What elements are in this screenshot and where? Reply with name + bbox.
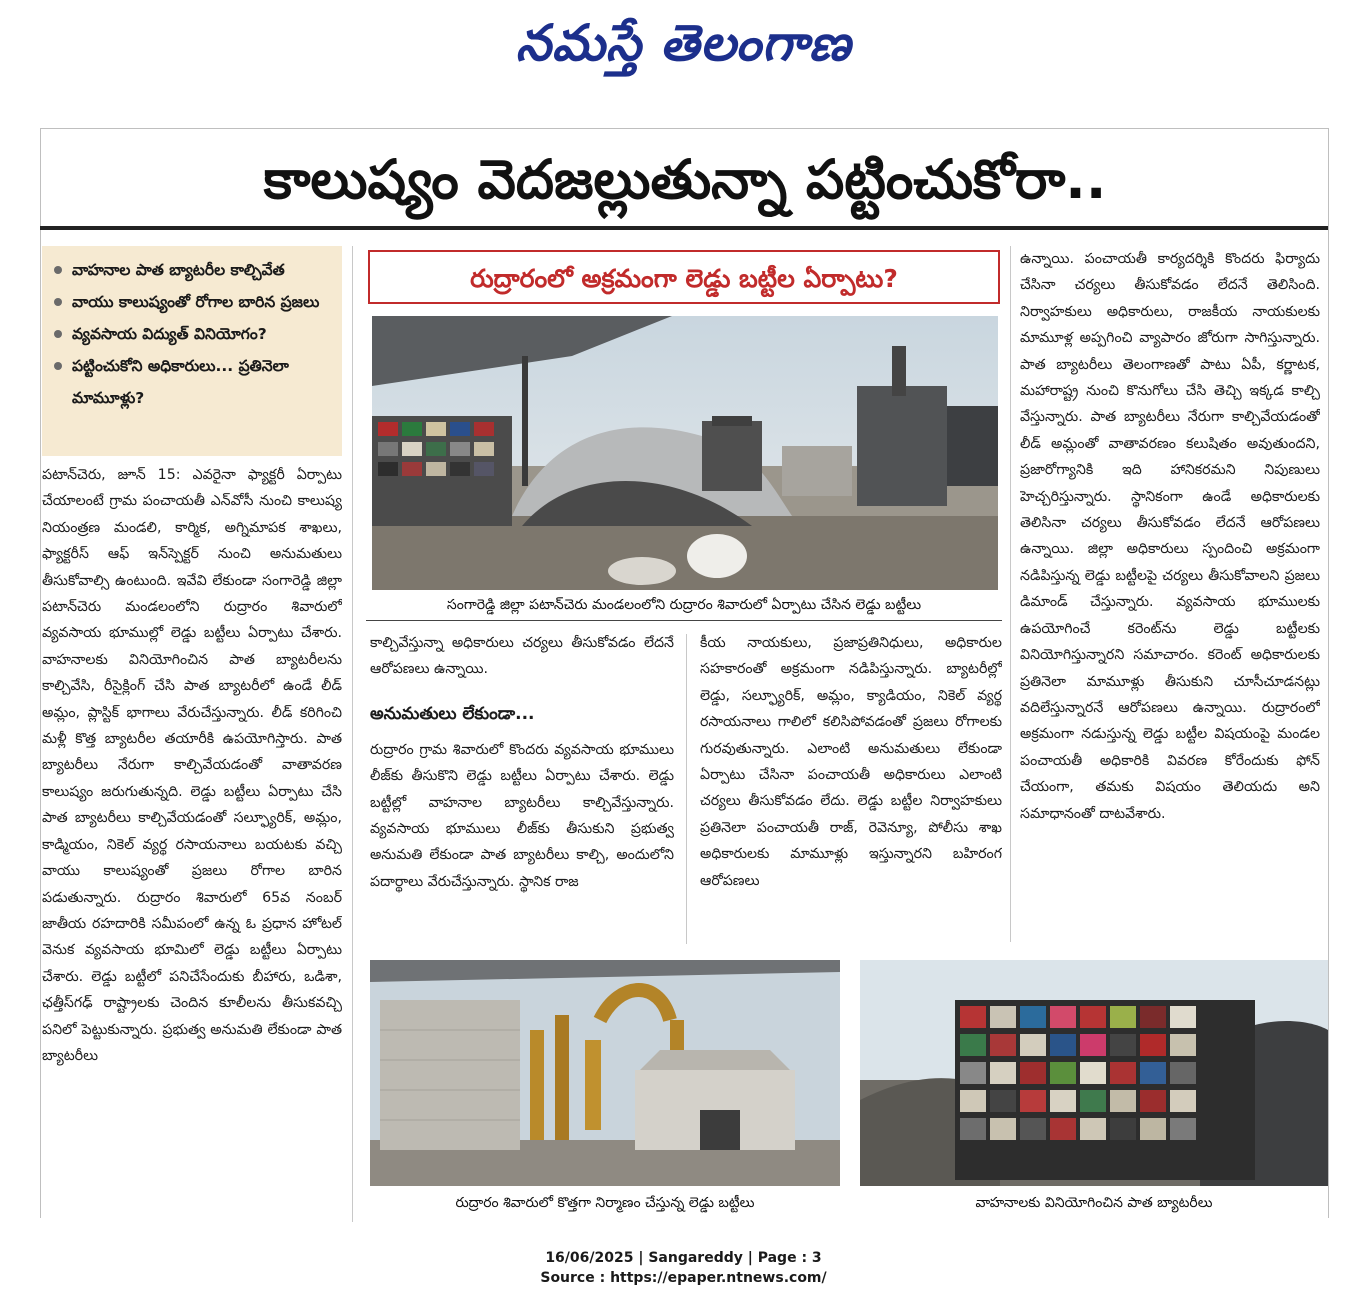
frame-top-rule bbox=[40, 128, 1328, 129]
masthead-logo: నమస్తే తెలంగాణ bbox=[515, 13, 852, 72]
subheadline: రుద్రారంలో అక్రమంగా లెడ్డు బట్టీల ఏర్పాటు? bbox=[368, 250, 1000, 304]
bullet-icon bbox=[54, 298, 62, 306]
headline-rule bbox=[40, 226, 1328, 230]
frame-left-rule bbox=[40, 128, 41, 1218]
bullet-icon bbox=[54, 330, 62, 338]
headline: కాలుష్యం వెదజల్లుతున్నా పట్టించుకోరా.. bbox=[263, 148, 1107, 211]
article-text: ఉన్నాయి. పంచాయతీ కార్యదర్శికి కొందరు ఫిర్యాదు చేసినా చర్యలు తీసుకోవడం లేదనే తెలిసింది. నిర్వాహకులు అధికారులు, రాజకీయ నాయకులకు మామూళ్ల అప్పగించి వ్యాపారం జోరుగా సాగిస్తున్నారు. పాత బ్యాటరీలు తెలంగాణతో పాటు ఏపీ, కర్ణాటక, మహారాష్ట్ర నుంచి కొనుగోలు చేసి తెచ్చి ఇక్కడ కాల్చి వేస్తున్నారు. పాత బ్యాటరీలు నేరుగా కాల్చివేయడంతో లీడ్ అమ్లంతో వాతావరణం కలుషితం అవుతుందని, ప్రజారోగ్యానికి ఇది హానికరమని నిపుణులు హెచ్చరిస్తున్నారు. స్థానికంగా ఉండే అధికారులకు తెలిసినా చర్యలు తీసుకోవడం లేదనే ఆరోపణలు ఉన్నాయి. జిల్లా అధికారులు స్పందించి అక్రమంగా నడిపిస్తున్న లెడ్డు బట్టీలపై చర్యలు తీసుకోవాలని ప్రజలు డిమాండ్ చేస్తున్నారు. వ్యవసాయ భూములకు ఉపయోగించే కరెంట్‌ను లెడ్డు బట్టీలకు వినియోగిస్తున్నారని సమాచారం. కరెంట్ అధికారులకు ప్రతినెలా మామూళ్లు తీసుకుని చూసీచూడనట్లు వదిలేస్తున్నారనే ఆరోపణలు ఉన్నాయి. రుద్రారంలో అక్రమంగా నడుస్తున్న లెడ్డు బట్టీల విషయంపై మండల పంచాయతీ అధికారికి వివరణ కోరేందుకు ఫోన్ చేయంగా, తమకు విషయం తెలియదు అని సమాధానంతో దాటవేశారు. bbox=[1020, 251, 1320, 822]
bullet-icon bbox=[54, 266, 62, 274]
highlight-item: వాయు కాలుష్యంతో రోగాల బారిన ప్రజలు bbox=[52, 286, 336, 318]
article-text: కాల్చివేస్తున్నా అధికారులు చర్యలు తీసుకోవడం లేదనే ఆరోపణలు ఉన్నాయి. bbox=[370, 635, 674, 678]
article-text: రుద్రారం గ్రామ శివారులో కొందరు వ్యవసాయ భూములు లీజ్‌కు తీసుకొని లెడ్డు బట్టీలు ఏర్పాటు చేశారు. లెడ్డు బట్టీల్లో వాహనాల బ్యాటరీలు కాల్చివేస్తున్నారు. వ్యవసాయ భూములు లీజ్‌కు తీసుకుని ప్రభుత్వ అనుమతి లేకుండా పాత బ్యాటరీలు కాల్చి, అందులోని పదార్థాలు వేరుచేస్తున్నారు. స్థానిక రాజ bbox=[370, 741, 674, 890]
highlight-item: వ్యవసాయ విద్యుత్ వినియోగం? bbox=[52, 318, 336, 350]
section-heading: అనుమతులు లేకుండా... bbox=[370, 703, 535, 724]
article-column-3 bbox=[700, 630, 1002, 950]
article-text: కీయ నాయకులు, ప్రజాప్రతినిధులు, అధికారుల సహకారంతో అక్రమంగా నడిపిస్తున్నారు. బ్యాటరీల్లో లెడ్డు, సల్ఫ్యూరిక్, అమ్లం, క్యాడియం, నికెల్ వ్యర్థ రసాయనాలు గాలిలో కలిసిపోవడంతో ప్రజలు రోగాలకు గురవుతున్నారు. ఎలాంటి అనుమతులు లేకుండా ఏర్పాటు చేసినా పంచాయతీ అధికారులు ఎలాంటి చర్యలు తీసుకోవడం లేదు. లెడ్డు బట్టీల నిర్వాహకులు ప్రతినెలా పంచాయతీ రాజ్, రెవెన్యూ, పోలీసు శాఖ అధికారులకు మామూళ్లు ఇస్తున్నారని బహిరంగ ఆరోపణలు bbox=[700, 635, 1002, 889]
footer-source-line[interactable]: Source : https://epaper.ntnews.com/ bbox=[540, 1270, 827, 1286]
photo-lead-kilns bbox=[372, 316, 998, 590]
caption-rule bbox=[366, 620, 1002, 621]
article-column-1 bbox=[42, 462, 342, 1222]
frame-right-rule bbox=[1328, 128, 1329, 1218]
photo-new-kilns bbox=[370, 960, 840, 1186]
article-column-2 bbox=[370, 630, 674, 950]
footer-date-line: 16/06/2025 | Sangareddy | Page : 3 bbox=[545, 1250, 822, 1266]
page-footer bbox=[0, 1248, 1367, 1288]
photo-old-batteries bbox=[860, 960, 1328, 1186]
column-divider bbox=[352, 246, 353, 1222]
bullet-icon bbox=[54, 362, 62, 370]
highlights-box bbox=[42, 246, 342, 456]
photo-new-kilns-caption: రుద్రారం శివారులో కొత్తగా నిర్మాణం చేస్తున్న లెడ్డు బట్టీలు bbox=[455, 1195, 755, 1211]
highlight-item: వాహనాల పాత బ్యాటరీల కాల్చివేత bbox=[52, 254, 336, 286]
article-column-4 bbox=[1020, 246, 1320, 942]
photo-old-batteries-caption: వాహనాలకు వినియోగించిన పాత బ్యాటరీలు bbox=[975, 1195, 1213, 1211]
photo-lead-kilns-caption: సంగారెడ్డి జిల్లా పటాన్‌చెరు మండలంలోని రుద్రారం శివారులో ఏర్పాటు చేసిన లెడ్డు బట్టీలు bbox=[446, 597, 922, 613]
column-divider bbox=[1010, 246, 1011, 942]
column-divider bbox=[686, 634, 687, 944]
article-text: పటాన్‌చెరు, జూన్ 15: ఎవరైనా ఫ్యాక్టరీ ఏర్పాటు చేయాలంటే గ్రామ పంచాయతీ ఎన్‌వోసీ నుంచి కాలుష్య నియంత్రణ మండలి, కార్మిక, అగ్నిమాపక శాఖలు, ఫ్యాక్టరీస్ ఆఫ్ ఇన్‌స్పెక్టర్ నుంచి అనుమతులు తీసుకోవాల్సి ఉంటుంది. ఇవేవి లేకుండా సంగారెడ్డి జిల్లా పటాన్‌చెరు మండలంలోని రుద్రారం శివారులో వ్యవసాయ భూముల్లో లెడ్డు బట్టీలు ఏర్పాటు చేశారు. వాహనాలకు వినియోగించిన పాత బ్యాటరీలను కాల్చివేసి, రీసైక్లింగ్ చేసి పాత బ్యాటరీలో ఉండే లీడ్ అమ్లం, ప్లాస్టిక్ భాగాలు వేరుచేస్తున్నారు. లీడ్ కరిగించి మళ్లీ కొత్త బ్యాటరీల తయారీకి ఉపయోగిస్తారు. పాత బ్యాటరీలు నేరుగా కాల్చివేయడంతో వాతావరణ కాలుష్యం జరుగుతున్నది. లెడ్డు బట్టీలు ఏర్పాటు చేసి పాత బ్యాటరీలు కాల్చివేయడంతో సల్ఫ్యూరిక్, అమ్లం, కాడ్మియం, నికెల్ వ్యర్థ రసాయనాలు బయటకు వచ్చి వాయు కాలుష్యంతో ప్రజలు రోగాల బారిన పడుతున్నారు. రుద్రారం శివారులో 65వ నంబర్ జాతీయ రహదారికి సమీపంలో ఉన్న ఓ ప్రధాన హోటల్ వెనుక వ్యవసాయ భూమిలో లెడ్డు బట్టీలు ఏర్పాటు చేశారు. లెడ్డు బట్టీలో పనిచేసేందుకు బీహారు, ఒడిశా, ఛత్తీస్‌గఢ్ రాష్ట్రాలకు చెందిన కూలీలను తీసుకవచ్చి పనిలో పెట్టుకున్నారు. ప్రభుత్వ అనుమతి లేకుండా పాత బ్యాటరీలు bbox=[42, 467, 342, 1064]
highlight-item: పట్టించుకోని అధికారులు... ప్రతినెలా మామూళ్లు? bbox=[52, 350, 336, 414]
